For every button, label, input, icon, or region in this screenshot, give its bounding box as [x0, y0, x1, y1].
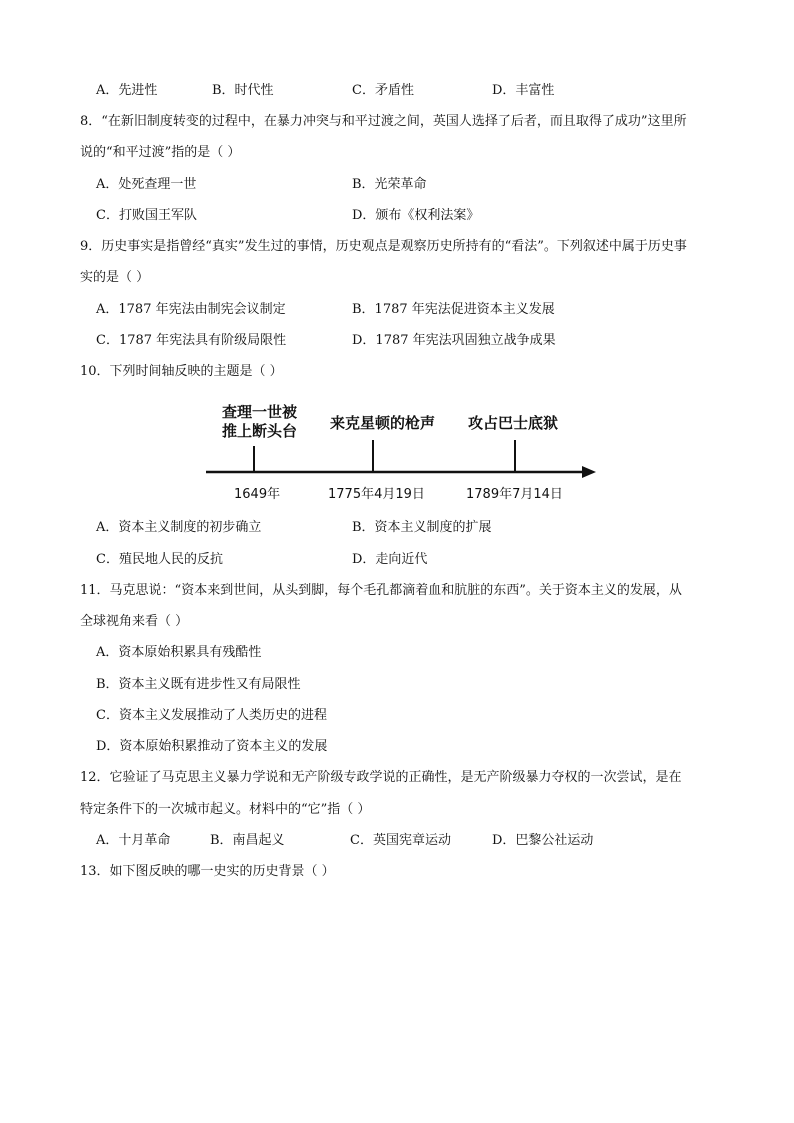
q12-option-a: A．十月革命	[96, 833, 171, 848]
q12-option-b: B．南昌起义	[210, 833, 285, 848]
q9-option-d: D．1787 年宪法巩固独立战争成果	[352, 333, 556, 348]
q11-option-a: A．资本原始积累具有残酷性	[96, 645, 262, 660]
q9-stem-line2: 实的是（ ）	[80, 270, 150, 285]
q9-stem-line1: 9．历史事实是指曾经“真实”发生过的事情，历史观点是观察历史所持有的“看法”。下列叙述中属于历史事	[80, 239, 687, 254]
q11-option-d: D．资本原始积累推动了资本主义的发展	[96, 739, 328, 754]
q9-option-c: C．1787 年宪法具有阶级局限性	[96, 333, 287, 348]
q13-stem: 13．如下图反映的哪一史实的历史背景（ ）	[80, 864, 335, 879]
q7-option-a: A．先进性	[96, 83, 158, 98]
q10-stem: 10．下列时间轴反映的主题是（ ）	[80, 364, 283, 379]
q8-option-a: A．处死查理一世	[96, 177, 197, 192]
q10-option-b: B．资本主义制度的扩展	[352, 520, 492, 535]
q9-option-b: B．1787 年宪法促进资本主义发展	[352, 302, 555, 317]
q8-option-b: B．光荣革命	[352, 177, 427, 192]
q8-stem-line1: 8．“在新旧制度转变的过程中，在暴力冲突与和平过渡之间，英国人选择了后者，而且取得了成功”这里所	[80, 114, 687, 129]
timeline-event-1-label: 查理一世被 推上断头台	[222, 403, 298, 440]
timeline-date-3: 1789年7月14日	[466, 487, 563, 502]
timeline-date-1: 1649年	[234, 487, 281, 502]
timeline-event-2-label: 来克星顿的枪声	[330, 414, 436, 432]
q11-option-c: C．资本主义发展推动了人类历史的进程	[96, 708, 327, 723]
q7-option-d: D．丰富性	[492, 83, 555, 98]
q8-option-c: C．打败国王军队	[96, 208, 197, 223]
q10-option-a: A．资本主义制度的初步确立	[96, 520, 262, 535]
timeline-date-2: 1775年4月19日	[328, 487, 425, 502]
q12-option-c: C．英国宪章运动	[350, 833, 451, 848]
timeline-event-3-label: 攻占巴士底狱	[468, 414, 559, 432]
q10-option-d: D．走向近代	[352, 552, 428, 567]
q8-option-d: D．颁布《权利法案》	[352, 208, 480, 223]
q10-option-c: C．殖民地人民的反抗	[96, 552, 223, 567]
q12-option-d: D．巴黎公社运动	[492, 833, 594, 848]
q11-stem-line1: 11．马克思说：“资本来到世间，从头到脚，每个毛孔都滴着血和肮脏的东西”。关于资本主义的发展，从	[80, 583, 682, 598]
q12-stem-line1: 12．它验证了马克思主义暴力学说和无产阶级专政学说的正确性，是无产阶级暴力夺权的一次尝试，是在	[80, 770, 682, 785]
q7-option-b: B．时代性	[212, 83, 274, 98]
q11-stem-line2: 全球视角来看（ ）	[80, 614, 189, 629]
q12-stem-line2: 特定条件下的一次城市起义。材料中的“它”指（ ）	[80, 802, 371, 817]
q9-option-a: A．1787 年宪法由制宪会议制定	[96, 302, 286, 317]
q11-option-b: B．资本主义既有进步性又有局限性	[96, 677, 301, 692]
q8-stem-line2: 说的“和平过渡”指的是（ ）	[80, 145, 241, 160]
q7-option-c: C．矛盾性	[352, 83, 414, 98]
